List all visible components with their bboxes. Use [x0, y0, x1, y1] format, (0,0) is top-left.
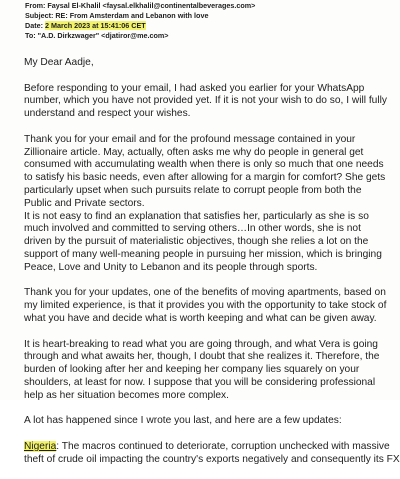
- paragraph-moving: Thank you for your updates, one of the benefits of moving apartments, based on my limited experience, is that it provides you with the opportunity to take stock of what you have and decide what is worth keeping and what can be given away.: [24, 287, 387, 324]
- nigeria-text-cut-line: theft of crude oil impacting the country's exports negatively and consequently its FX: [24, 453, 400, 465]
- paragraph-updates-intro: A lot has happened since I wrote you last, and here are a few updates:: [24, 415, 342, 427]
- header-from-label: From:: [25, 1, 46, 10]
- paragraph-zillionaire-part2: It is not easy to find an explanation that satisfies her, particularly as she is so much involved and committed to serving others…In other words, she is not driven by the pursuit of materialistic objectives, though she relies a lot on the support of many well-meaning people in pursuing her mission, which is bringing Peace, Love and Unity to Lebanon and its people through sports.: [24, 210, 382, 273]
- header-date-label: Date:: [25, 21, 43, 30]
- header-to-value: "A.D. Dirkzwager" <djatiror@me.com>: [37, 31, 169, 40]
- header-subject-label: Subject:: [25, 11, 54, 20]
- paragraph-whatsapp: Before responding to your email, I had asked you earlier for your WhatsApp number, which you have not provided yet. If it is not your wish to do so, I will fully understand and respect your wishes.: [24, 82, 387, 120]
- header-date-row: [25, 21, 255, 31]
- paragraph-vera: It is heart-breaking to read what you are going through, and what Vera is going through and what awaits her, though, I doubt that she realizes it. Therefore, the burden of looking after her and keeping her company lies squarely on your shoulders, at least for now. I suppose that you will be considering professional help as her situation becomes more complex.: [24, 338, 380, 401]
- header-subject-value: RE: From Amsterdam and Lebanon with love: [55, 11, 209, 20]
- paragraph-zillionaire: [24, 134, 390, 275]
- email-header: [25, 1, 255, 41]
- paragraph-zillionaire-part1: Thank you for your email and for the profound message contained in your Zillionaire article. May, actually, often asks me why do people in general get consumed with accumulating wealth when there is only so much that one needs to satisfy his basic needs, even after allowing for a margin for comfort? She gets particularly upset when such pursuits relate to corrupt people from both the Public and Private sectors.: [24, 133, 386, 209]
- paragraph-nigeria: [24, 440, 400, 467]
- nigeria-label: Nigeria: [24, 440, 57, 452]
- header-subject-row: [25, 11, 255, 21]
- header-to-label: To:: [25, 31, 36, 40]
- header-to-row: [25, 31, 255, 41]
- email-body: [24, 57, 400, 479]
- header-date-value: 2 March 2023 at 15:41:06 CET: [44, 21, 146, 30]
- greeting: My Dear Aadje,: [24, 57, 94, 68]
- header-from-value: Faysal El-Khalil <faysal.elkhalil@continentalbeverages.com>: [47, 1, 256, 10]
- header-from-row: [25, 1, 255, 11]
- nigeria-text: : The macros continued to deteriorate, corruption unchecked with massive: [56, 440, 390, 452]
